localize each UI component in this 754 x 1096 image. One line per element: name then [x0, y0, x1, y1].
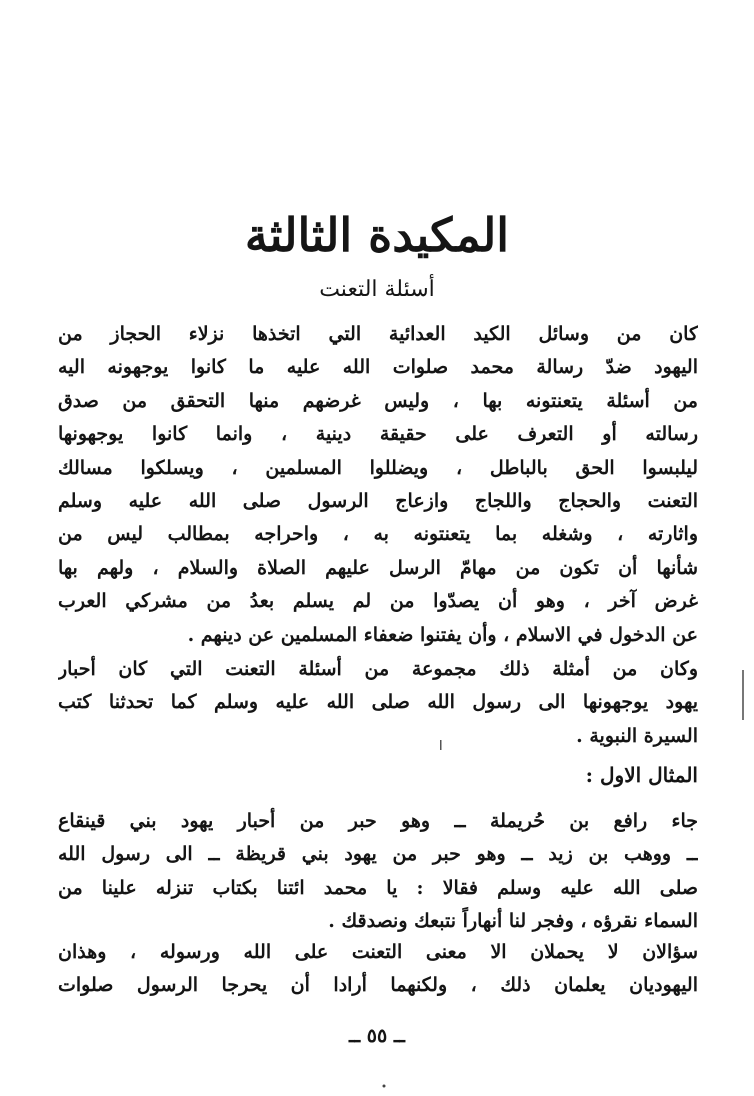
text-line: شأنها أن تكون من مهامّ الرسل عليهم الصلاة والسلام ، ولهم بها [58, 556, 698, 579]
text-line: عن الدخول في الاسلام ، وأن يفتنوا ضعفاء المسلمين عن دينهم . [187, 623, 698, 646]
text-line: يهود يوجهونها الى رسول الله صلى الله عليه وسلم كما تحدثنا كتب [58, 691, 698, 714]
text-line: السيرة النبوية . [576, 724, 698, 747]
page-number: ــ ٥٥ ــ [349, 1025, 405, 1047]
text-line: جاء رافع بن حُريملة ــ وهو حبر من أحبار يهود بني قينقاع [58, 810, 698, 832]
text-line: رسالته أو التعرف على حقيقة دينية ، وانما كانوا يوجهونها [58, 423, 698, 446]
text-line: ــ ووهب بن زيد ــ وهو حبر من يهود بني قريظة ــ الى رسول الله [58, 843, 698, 866]
text-line: كان من وسائل الكيد العدائية التي اتخذها نزلاء الحجاز من [58, 323, 698, 345]
text-line: اليهود ضدّ رسالة محمد صلوات الله عليه ما كانوا يوجهونه اليه [58, 356, 698, 379]
scan-speck [742, 670, 744, 720]
text-line: اليهوديان يعلمان ذلك ، ولكنهما أرادا أن يحرجا الرسول صلوات [58, 974, 698, 997]
text-line: وكان من أمثلة ذلك مجموعة من أسئلة التعنت التي كان أحبار [58, 658, 698, 680]
text-line: ليلبسوا الحق بالباطل ، ويضللوا المسلمين ، ويسلكوا مسالك [58, 456, 698, 479]
paragraph-example-one [58, 805, 698, 939]
scan-speck [383, 1085, 386, 1088]
chapter-subtitle: أسئلة التعنت [319, 277, 435, 302]
text-line: السماء نقرؤه ، وفجر لنا أنهاراً نتبعك ونصدقك . [328, 910, 698, 933]
text-line: صلى الله عليه وسلم فقالا : يا محمد ائتنا بكتاب تنزله علينا من [58, 876, 698, 899]
paragraph-intro [58, 318, 698, 652]
text-line: غرض آخر ، وهو أن يصدّوا من لم يسلم بعدُ من مشركي العرب [58, 590, 698, 613]
text-line: سؤالان لا يحملان الا معنى التعنت على الله ورسوله ، وهذان [58, 941, 698, 963]
chapter-title: المكيدة الثالثة [244, 208, 510, 262]
paragraph-commentary [58, 936, 698, 1003]
text-line: من أسئلة يتعنتونه بها ، وليس غرضهم منها التحقق من صدق [58, 389, 698, 412]
paragraph-examples [58, 653, 698, 753]
text-line: واثارته ، وشغله بما يتعنتونه به ، واحراجه بمطالب ليس من [58, 523, 698, 546]
text-line: التعنت والحجاج واللجاج وازعاج الرسول صلى الله عليه وسلم [58, 490, 698, 513]
section-heading: المثال الاول : [585, 763, 698, 787]
